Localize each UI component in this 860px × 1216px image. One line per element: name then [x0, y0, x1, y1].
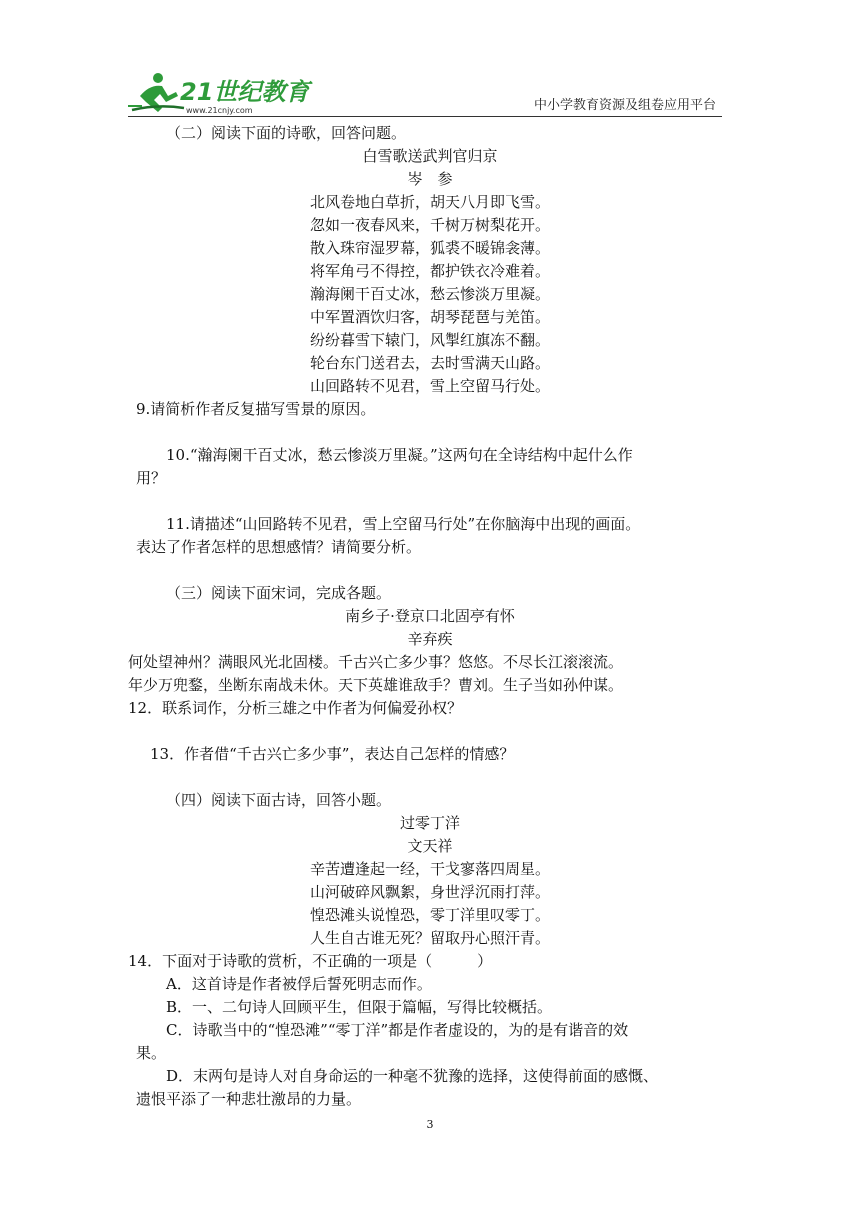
question-11: 11.请描述“山回路转不见君，雪上空留马行处”在你脑海中出现的画面。 [166, 515, 641, 533]
poem1-line: 瀚海阑干百丈冰，愁云惨淡万里凝。 [309, 285, 550, 303]
option-c: C．诗歌当中的“惶恐滩”“零丁洋”都是作者虚设的，为的是有谐音的效 [166, 1021, 629, 1039]
option-c-cont: 果。 [136, 1044, 167, 1062]
page-header [128, 66, 722, 118]
poem3-author: 文天祥 [407, 837, 453, 855]
option-d: D．末两句是诗人对自身命运的一种毫不犹豫的选择，这使得前面的感慨、 [166, 1067, 659, 1085]
section3-heading: （三）阅读下面宋词，完成各题。 [166, 584, 392, 602]
poem3-line: 人生自古谁无死？留取丹心照汗青。 [309, 929, 550, 947]
poem1-author: 岑 参 [407, 170, 453, 188]
option-d-cont: 遗恨平添了一种悲壮激昂的力量。 [136, 1090, 362, 1108]
answer-space [136, 559, 724, 582]
section4-heading: （四）阅读下面古诗，回答小题。 [166, 791, 392, 809]
option-a: A．这首诗是作者被俘后誓死明志而作。 [166, 975, 432, 993]
section2-heading: （二）阅读下面的诗歌，回答问题。 [166, 124, 407, 142]
poem2-author: 辛弃疾 [407, 630, 453, 648]
logo-text: 21世纪教育 [180, 78, 310, 106]
poem1-line: 将军角弓不得控，都护铁衣冷难着。 [309, 262, 550, 280]
question-10: 10.“瀚海阑干百丈冰，愁云惨淡万里凝。”这两句在全诗结构中起什么作 [166, 446, 633, 464]
question-11-cont: 表达了作者怎样的思想感情？请简要分析。 [136, 538, 422, 556]
poem1-line: 轮台东门送君去，去时雪满天山路。 [309, 354, 550, 372]
question-14: 14．下面对于诗歌的赏析，不正确的一项是（ ） [128, 952, 493, 970]
poem1-line: 散入珠帘湿罗幕，狐裘不暖锦衾薄。 [309, 239, 550, 257]
option-b: B．一、二句诗人回顾平生，但限于篇幅，写得比较概括。 [166, 998, 553, 1016]
document-body [128, 122, 724, 1111]
poem1-line: 北风卷地白草折，胡天八月即飞雪。 [309, 193, 550, 211]
poem3-line: 山河破碎风飘絮，身世浮沉雨打萍。 [309, 883, 550, 901]
poem1-line: 忽如一夜春风来，千树万树梨花开。 [309, 216, 550, 234]
page-number: 3 [426, 1118, 434, 1131]
poem3-line: 惶恐滩头说惶恐，零丁洋里叹零丁。 [309, 906, 550, 924]
answer-space [136, 421, 724, 444]
header-divider [128, 116, 722, 117]
answer-space [136, 766, 724, 789]
question-12: 12．联系词作，分析三雄之中作者为何偏爱孙权？ [128, 699, 463, 717]
question-10-cont: 用？ [136, 469, 167, 487]
logo-21cnjy [128, 66, 318, 118]
poem1-line: 纷纷暮雪下辕门，风掣红旗冻不翻。 [309, 331, 550, 349]
header-tagline: 中小学教育资源及组卷应用平台 [533, 98, 716, 113]
poem3-line: 辛苦遭逢起一经，干戈寥落四周星。 [309, 860, 550, 878]
question-9: 9.请简析作者反复描写雪景的原因。 [136, 400, 376, 418]
answer-space [136, 490, 724, 513]
logo-url: www.21cnjy.com [186, 106, 253, 115]
poem1-title: 白雪歌送武判官归京 [362, 147, 498, 165]
question-13: 13．作者借“千古兴亡多少事”，表达自己怎样的情感？ [150, 745, 515, 763]
poem1-line: 中军置酒饮归客，胡琴琵琶与羌笛。 [309, 308, 550, 326]
poem2-line: 何处望神州？满眼风光北固楼。千古兴亡多少事？悠悠。不尽长江滚滚流。 [128, 653, 624, 671]
poem1-line: 山回路转不见君，雪上空留马行处。 [309, 377, 550, 395]
answer-space [136, 720, 724, 743]
poem2-title: 南乡子·登京口北固亭有怀 [345, 607, 515, 625]
poem2-line: 年少万兜鍪，坐断东南战未休。天下英雄谁敌手？曹刘。生子当如孙仲谋。 [128, 676, 624, 694]
poem3-title: 过零丁洋 [399, 814, 460, 832]
